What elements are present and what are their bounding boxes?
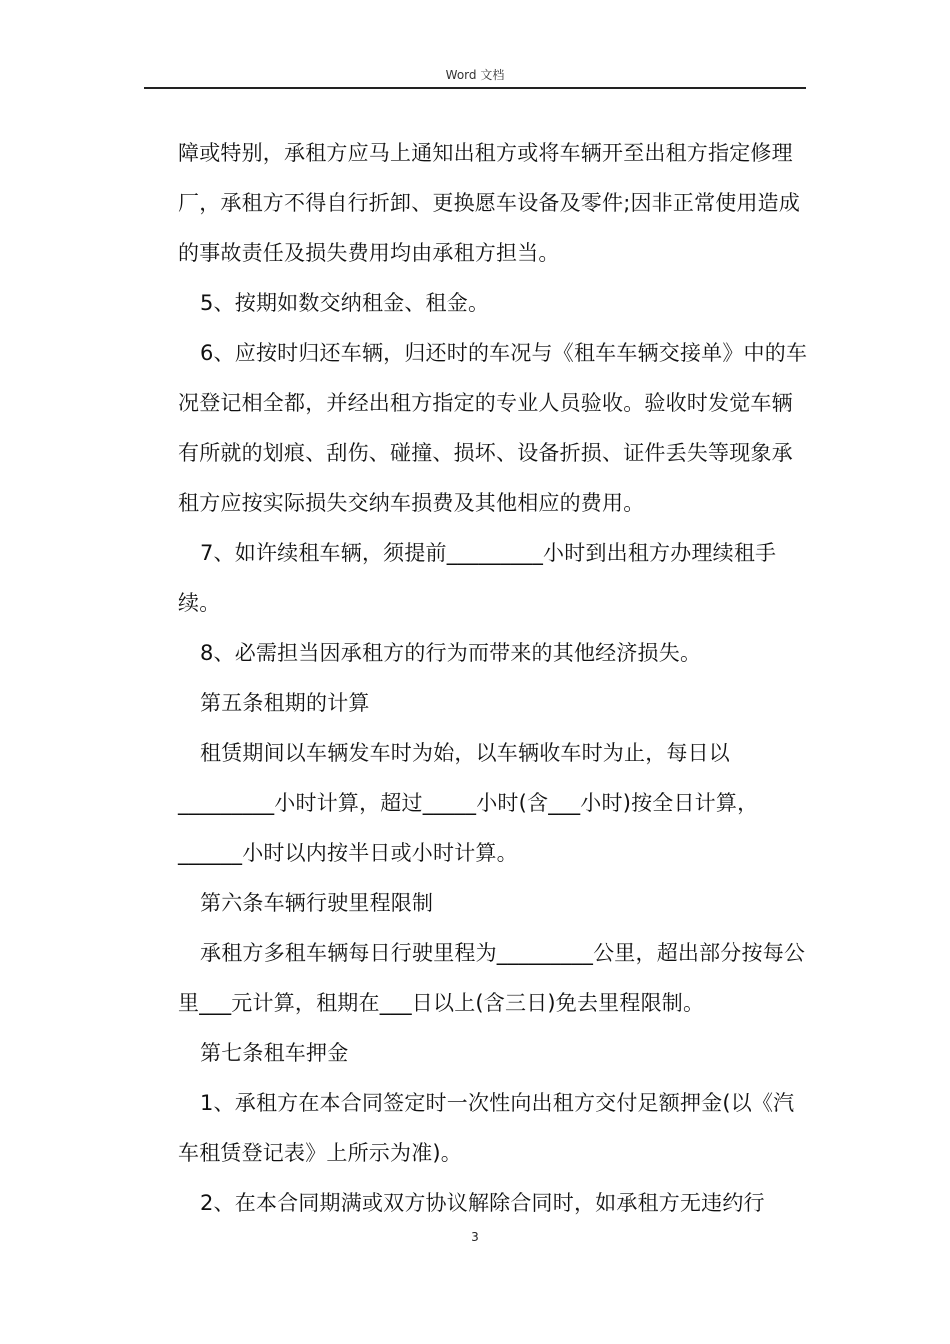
paragraph: 8、必需担当因承租方的行为而带来的其他经济损失。 — [200, 641, 702, 665]
section-heading: 第五条租期的计算 — [200, 691, 370, 715]
paragraph: 租赁期间以车辆发车时为始，以车辆收车时为止，每日以_________小时计算，超过_____小时(含___小时)按全日计算，______小时以内按半日或小时计算。 — [178, 741, 759, 865]
paragraph: 2、在本合同期满或双方协议解除合同时，如承租方无违约行 — [200, 1191, 765, 1215]
paragraph: 承租方多租车辆每日行驶里程为_________公里，超出部分按每公里___元计算，租期在___日以上(含三日)免去里程限制。 — [178, 941, 806, 1015]
page-number: 3 — [471, 1230, 479, 1244]
page-header: Word 文档 — [445, 68, 505, 82]
section-heading: 第六条车辆行驶里程限制 — [200, 891, 434, 915]
document-body — [178, 128, 808, 1228]
paragraph: 7、如许续租车辆，须提前_________小时到出租方办理续租手续。 — [178, 541, 777, 615]
section-heading: 第七条租车押金 — [200, 1041, 349, 1065]
paragraph: 5、按期如数交纳租金、租金。 — [200, 291, 490, 315]
paragraph: 障或特别，承租方应马上通知出租方或将车辆开至出租方指定修理厂，承租方不得自行折卸、更换愿车设备及零件;因非正常使用造成的事故责任及损失费用均由承租方担当。 — [178, 141, 801, 265]
header-divider — [144, 87, 806, 89]
paragraph: 6、应按时归还车辆，归还时的车况与《租车车辆交接单》中的车况登记相全都，并经出租方指定的专业人员验收。验收时发觉车辆有所就的划痕、刮伤、碰撞、损坏、设备折损、证件丢失等现象承租方应按实际损失交纳车损费及其他相应的费用。 — [178, 341, 808, 515]
paragraph: 1、承租方在本合同签定时一次性向出租方交付足额押金(以《汽车租赁登记表》上所示为准)。 — [178, 1091, 795, 1165]
